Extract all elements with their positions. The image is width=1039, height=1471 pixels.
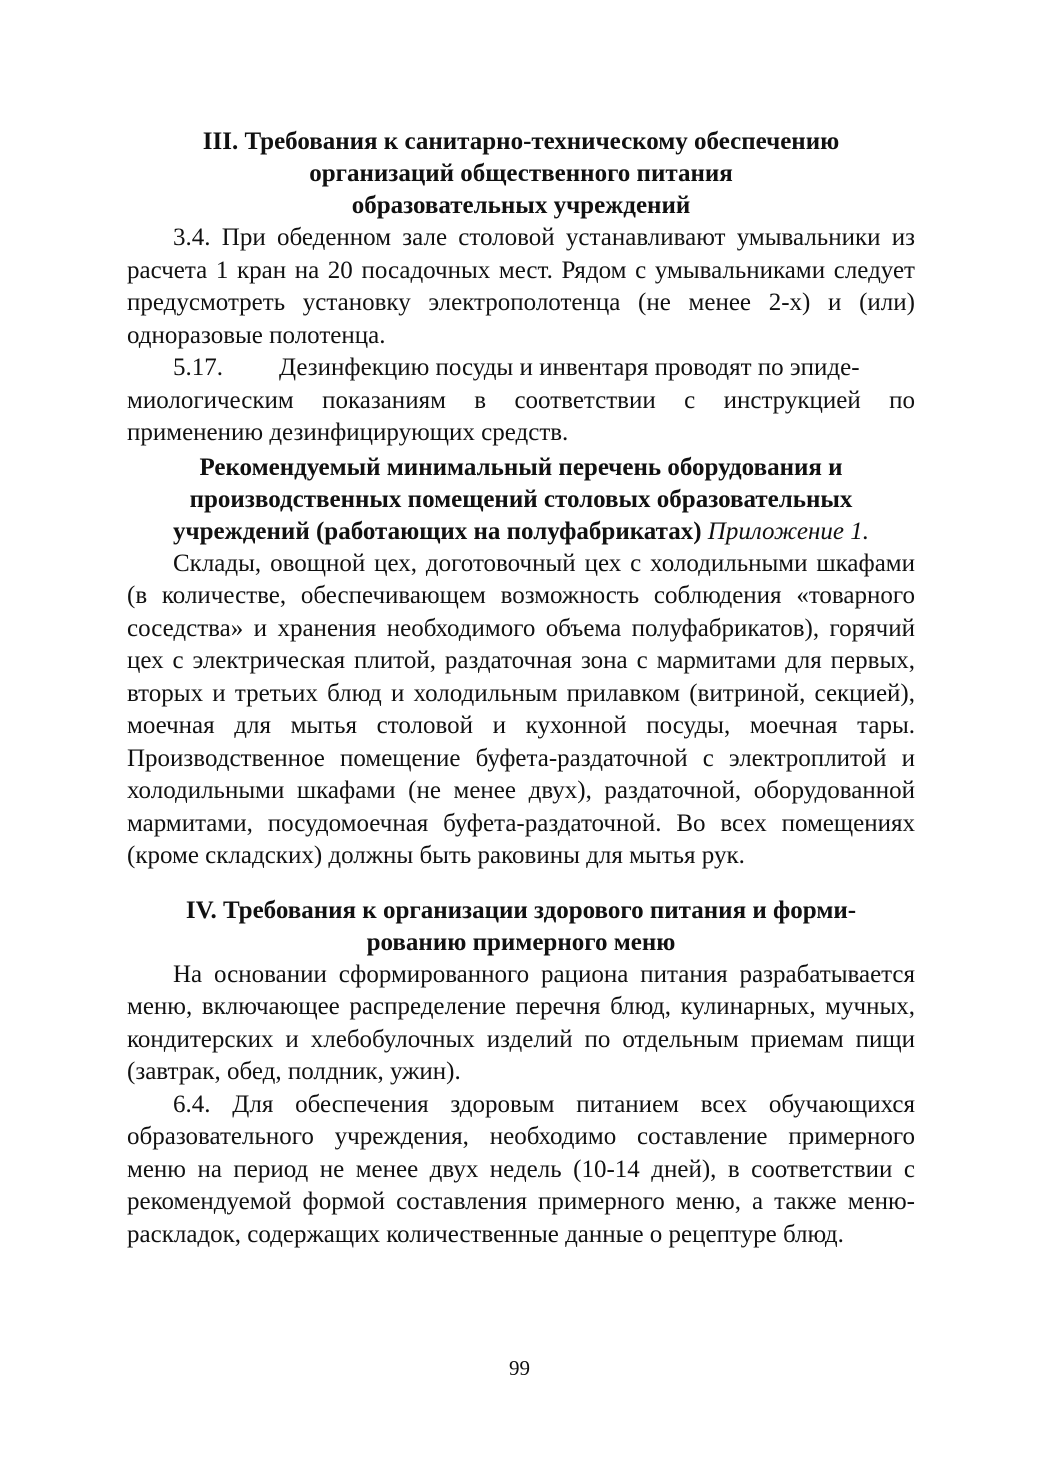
section-4-heading-line-2: рованию примерного меню — [366, 928, 676, 956]
section-spacer — [127, 873, 915, 895]
appendix-reference: Приложение 1. — [707, 517, 869, 545]
paragraph-menu-intro: На основании сформированного рациона питания разрабатывается меню, включающее распределение перечня блюд, кулинарных, мучных, кондитерских и хлебобулочных изделий по отдельным приемам пищи (завтрак, обед, полдник, ужин). — [127, 960, 915, 1085]
recommended-heading-line-2: производственных помещений столовых образовательных — [189, 485, 853, 513]
document-page — [127, 126, 915, 1251]
page-number: 99 — [509, 1356, 530, 1380]
paragraph-5-17-continued: миологическим показаниям в соответствии с инструкцией по применению дезинфицирующих средств. — [127, 386, 915, 446]
paragraph-3-4: 3.4. При обеденном зале столовой устанавливают умывальники из расчета 1 кран на 20 посадочных мест. Рядом с умывальниками следует предусмотреть установку электрополотенца (не менее 2-х) и (или) одноразовые полотенца. — [127, 224, 915, 349]
recommended-heading — [127, 452, 915, 548]
section-4-heading-line-1: IV. Требования к организации здорового питания и форми- — [185, 896, 857, 924]
section-3-heading-line-2: организаций общественного питания — [309, 160, 733, 187]
paragraph-5-17-first-text: Дезинфекцию посуды и инвентаря проводят по эпиде- — [279, 354, 860, 381]
paragraph-6-4: 6.4. Для обеспечения здоровым питанием всех обучающихся образовательного учреждения, необходимо составление примерного меню на период не менее двух недель (10-14 дней), в соответствии с рекомендуемой формой составления примерного меню, а также меню-раскладок, содержащих количественные данные о рецептуре блюд. — [127, 1090, 915, 1248]
recommended-heading-line-1: Рекомендуемый минимальный перечень оборудования и — [199, 453, 843, 481]
recommended-heading-line-3 — [127, 516, 915, 548]
section-3-heading-line-3: образовательных учреждений — [351, 192, 691, 219]
section-3-heading — [127, 126, 915, 222]
paragraph-5-17-number: 5.17. — [173, 354, 223, 381]
recommended-heading-bold-text: учреждений (работающих на полуфабрикатах) — [173, 517, 702, 545]
section-3-heading-line-1: III. Требования к санитарно-техническому обеспечению — [202, 128, 840, 155]
recommended-body: Склады, овощной цех, доготовочный цех с холодильными шкафами (в количестве, обеспечивающем возможность соблюдения «товарного соседства» и хранения необходимого объема полуфабрикатов), горячий цех с электрическая плитой, раздаточная зона с мармитами для первых, вторых и третьих блюд и холодильным прилавком (витриной, секцией), моечная для мытья столовой и кухонной посуды, моечная тары. Производственное помещение буфета-раздаточной с электроплитой и холодильными шкафами (не менее двух), раздаточной, оборудованной мармитами, посудомоечная буфета-раздаточной. Во всех помещениях (кроме складских) должны быть раковины для мытья рук. — [127, 549, 915, 869]
paragraph-5-17-first-line — [127, 352, 915, 385]
section-4-heading — [127, 895, 915, 959]
